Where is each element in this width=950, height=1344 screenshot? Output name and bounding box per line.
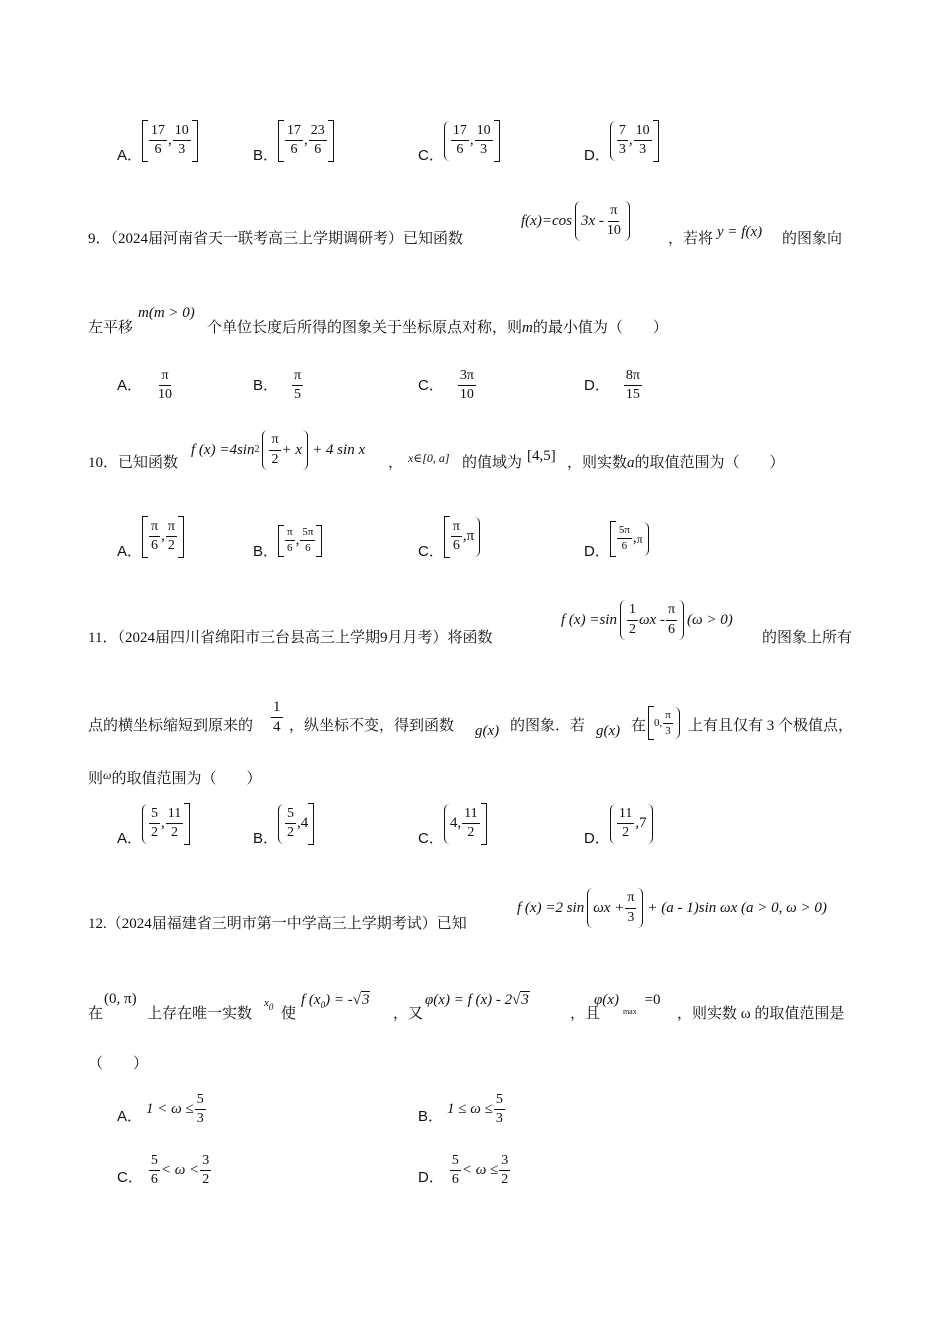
q10-stem-mid: 的值域为 xyxy=(462,455,523,471)
q11-option-b[interactable]: B． $\frac{5}{2}$ , 4 xyxy=(253,801,314,846)
q11-option-d[interactable]: D． $\frac{11}{2}$ , 7 xyxy=(584,801,653,846)
q11-function: f (x) =sin $\frac{1}{2}$ ωx - $\frac{\pi}{6}$ (ω > 0) xyxy=(561,600,733,640)
q12-line2-end: ，则实数 ω 的取值范围是 xyxy=(677,1006,845,1022)
q9-option-a[interactable]: A． $\frac{\pi}{10}$ xyxy=(117,368,173,403)
q12-phi-def: φ(x) = f (x) - 2√3 xyxy=(425,992,529,1008)
bracket-right xyxy=(192,120,198,162)
q12-paren: （ ） xyxy=(88,1056,149,1072)
q11-stem-tail: 的图象上所有 xyxy=(762,630,853,646)
q11-option-c[interactable]: C． 4, $\frac{11}{2}$ xyxy=(418,801,487,846)
q9-graph-expr: y = f(x) xyxy=(717,224,763,240)
q9-stem-tail: 的图象向 xyxy=(782,231,843,247)
q8-option-b[interactable]: B． $\frac{17}{6}$ , $\frac{23}{6}$ xyxy=(253,118,334,163)
q10-comma: ， xyxy=(388,455,404,471)
q10-option-c[interactable]: C． $\frac{\pi}{6}$ , π xyxy=(418,514,480,559)
q9-option-d[interactable]: D． $\frac{8\pi}{15}$ xyxy=(584,368,640,403)
q12-option-a[interactable]: A． 1 < ω ≤ $\frac{5}{3}$ xyxy=(117,1092,204,1127)
q11-line2-mid: ，纵坐标不变，得到函数 xyxy=(289,718,455,734)
q11-option-a[interactable]: A． $\frac{5}{2}$ , $\frac{11}{2}$ xyxy=(117,801,190,846)
q10-stem-end: ，则实数a的取值范围为（ ） xyxy=(567,455,785,471)
q11-stem-line1: 11．（2024届四川省绵阳市三台县高三上学期9月月考）将函数 xyxy=(88,630,493,646)
q11-line3: 则$^\omega$的取值范围为（ ） xyxy=(88,768,262,787)
q12-qie: ，且 xyxy=(570,1006,601,1022)
q8-option-a[interactable]: A． $\frac{17}{6}$ , $\frac{10}{3}$ xyxy=(117,118,198,163)
q9-option-b[interactable]: B． $\frac{\pi}{5}$ xyxy=(253,368,302,403)
fraction: $\frac{10}{3}$ xyxy=(174,122,189,157)
q10-domain: x∈[0, a] xyxy=(408,451,450,465)
q9-function: f(x)=cos 3x - $\frac{\pi}{10}$ xyxy=(521,201,630,241)
q12-option-c[interactable]: C． $\frac{5}{6}$ < ω < $\frac{3}{2}$ xyxy=(117,1153,210,1188)
q9-stem-line2-start: 左平移 xyxy=(88,320,134,336)
q10-range: [4,5] xyxy=(527,448,556,464)
q12-function: f (x) =2 sin ωx + $\frac{\pi}{3}$ + (a - 1)sin ωx (a > 0, ω > 0) xyxy=(517,888,827,928)
q11-zai: 在 xyxy=(631,718,647,734)
q12-zai: 在 xyxy=(88,1006,104,1022)
q12-shi: 使 xyxy=(281,1006,297,1022)
q12-stem-line1: 12.（2024届福建省三明市第一中学高三上学期考试）已知 xyxy=(88,916,467,932)
q9-stem-line1: 9．（2024届河南省天一联考高三上学期调研考）已知函数 xyxy=(88,231,464,247)
q10-option-d[interactable]: D． $\frac{5\pi}{6}$ , π xyxy=(584,518,649,559)
q12-phi-max: $\varphi(x)_{max} =0$ xyxy=(594,992,661,1016)
q11-quarter: $\frac{1}{4}$ xyxy=(273,699,281,736)
q12-interval: (0, π) xyxy=(104,991,137,1007)
q12-x0: $x_0$ xyxy=(264,997,274,1012)
q11-gx2: g(x) xyxy=(596,723,621,739)
q11-line2-end: 上有且仅有 3 个极值点， xyxy=(688,718,854,734)
q8-option-d[interactable]: D． $\frac{7}{3}$ , $\frac{10}{3}$ xyxy=(584,118,659,163)
q12-you: ，又 xyxy=(393,1006,424,1022)
q11-line2-mid2: 的图象．若 xyxy=(510,718,586,734)
q9-option-c[interactable]: C． $\frac{3\pi}{10}$ xyxy=(418,368,474,403)
q8-option-c[interactable]: C． $\frac{17}{6}$ , $\frac{10}{3}$ xyxy=(418,118,500,163)
q11-interval: 0, $\frac{\pi}{3}$ xyxy=(648,706,680,740)
q10-option-a[interactable]: A． $\frac{\pi}{6}$ , $\frac{\pi}{2}$ xyxy=(117,514,184,559)
fraction: $\frac{17}{6}$ xyxy=(151,122,166,157)
q11-line2-start: 点的横坐标缩短到原来的 xyxy=(88,718,254,734)
q12-option-b[interactable]: B． 1 ≤ ω ≤ $\frac{5}{3}$ xyxy=(418,1092,503,1127)
q10-option-b[interactable]: B． $\frac{\pi}{6}$ , $\frac{5\pi}{6}$ xyxy=(253,522,322,559)
q10-stem-start: 10．已知函数 xyxy=(88,455,179,471)
q12-eq1: f $(x_0) = -√3$ xyxy=(301,992,370,1010)
bracket-left xyxy=(142,120,148,162)
q11-gx: g(x) xyxy=(475,723,500,739)
q12-line2-a: 上存在唯一实数 xyxy=(147,1006,253,1022)
q9-stem-line2: 个单位长度后所得的图象关于坐标原点对称，则m的最小值为（ ） xyxy=(207,320,668,336)
q12-option-d[interactable]: D． $\frac{5}{6}$ < ω ≤ $\frac{3}{2}$ xyxy=(418,1153,509,1188)
q10-function: f (x) =4sin 2 $\frac{\pi}{2}$ + x + 4 sin x xyxy=(191,430,365,470)
q9-shift-expr: m(m > 0) xyxy=(138,305,195,321)
q9-stem-mid: ，若将 xyxy=(668,231,714,247)
